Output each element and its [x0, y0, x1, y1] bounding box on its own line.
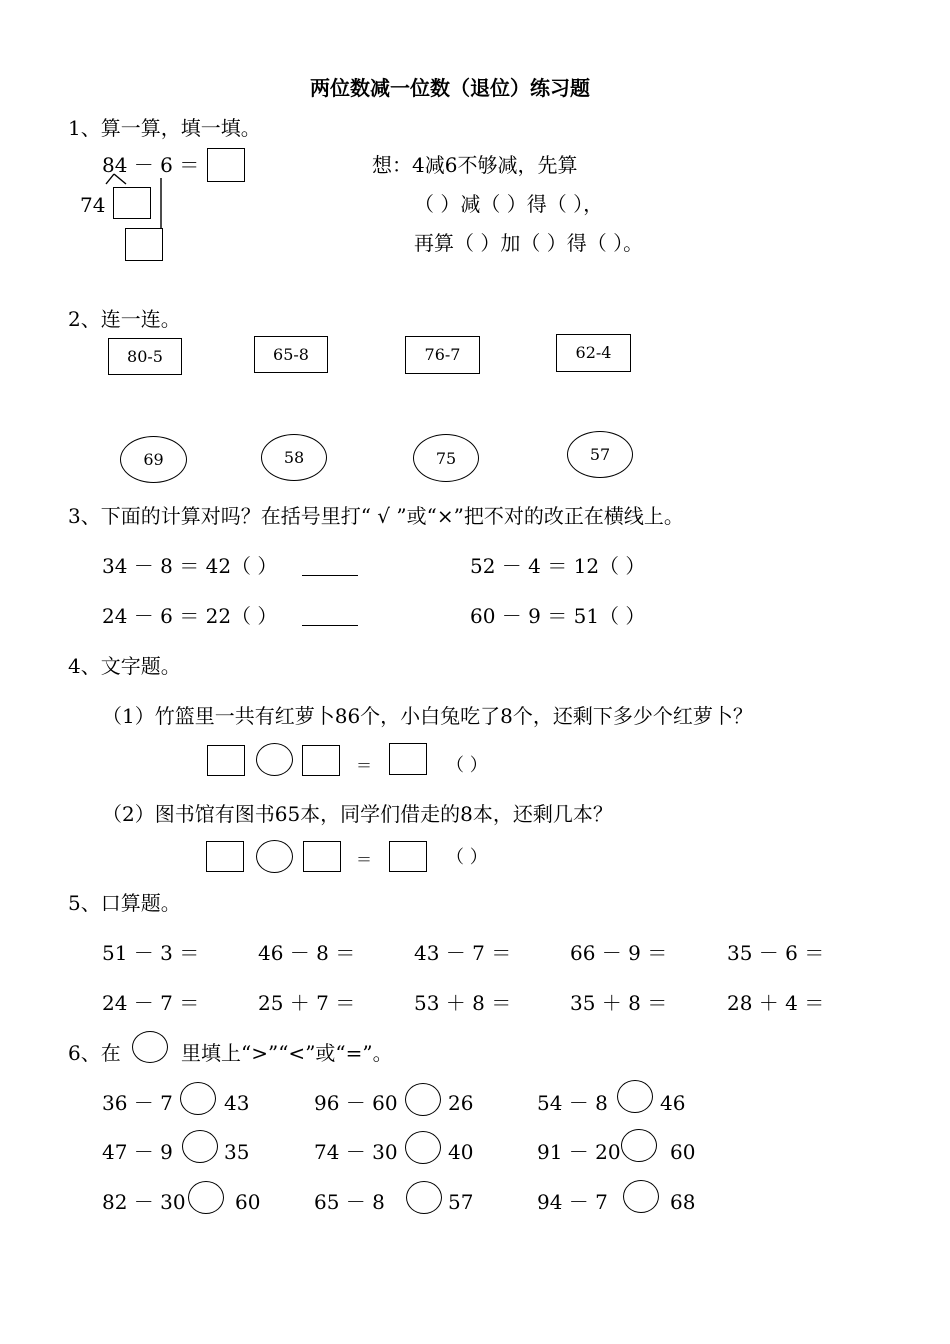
q4-result-box[interactable] — [389, 841, 427, 872]
compare-circle[interactable] — [180, 1082, 216, 1115]
q5-problem: 43 － 7 ＝ — [414, 941, 512, 965]
compare-circle[interactable] — [406, 1181, 442, 1214]
q6-example-circle — [132, 1031, 168, 1063]
q4-operand-box[interactable] — [302, 745, 340, 776]
q5-problem: 25 ＋ 7 ＝ — [258, 991, 356, 1015]
q3-item: 60 － 9 ＝ 51（ ） — [470, 604, 646, 628]
q4-operator-circle[interactable] — [256, 840, 293, 873]
q5-problem: 46 － 8 ＝ — [258, 941, 356, 965]
compare-right: 68 — [670, 1190, 696, 1214]
q1-think-line2: （ ）减（ ）得（ ）， — [414, 192, 604, 216]
q5-problem: 24 － 7 ＝ — [102, 991, 200, 1015]
split-line-right — [114, 174, 126, 184]
q1-left-number: 74 — [80, 193, 106, 217]
compare-left: 36 － 7 — [102, 1091, 173, 1115]
compare-left: 47 － 9 — [102, 1140, 173, 1164]
q3-correction-line[interactable] — [302, 575, 358, 576]
expression-box[interactable]: 62-4 — [556, 334, 631, 372]
compare-right: 26 — [448, 1091, 474, 1115]
q1-final-box[interactable] — [125, 228, 163, 261]
q4-operator-circle[interactable] — [256, 743, 293, 776]
q4-equals: ＝ — [356, 850, 373, 869]
compare-left: 91 － 20 — [537, 1140, 621, 1164]
compare-circle[interactable] — [405, 1131, 441, 1164]
q4-unit-paren: （ ） — [446, 847, 488, 868]
expression-box[interactable]: 80-5 — [108, 338, 182, 375]
expression-box[interactable]: 65-8 — [254, 336, 328, 373]
q3-heading: 3、下面的计算对吗？在括号里打“ √ ”或“×”把不对的改正在横线上。 — [68, 504, 684, 528]
q3-item: 24 － 6 ＝ 22（ ） — [102, 604, 278, 628]
q6-heading-prefix: 6、在 — [68, 1041, 121, 1065]
compare-circle[interactable] — [405, 1083, 441, 1116]
q3-correction-line[interactable] — [302, 625, 358, 626]
q3-item: 52 － 4 ＝ 12（ ） — [470, 554, 646, 578]
q4-equals: ＝ — [356, 756, 373, 775]
answer-oval[interactable]: 57 — [567, 431, 633, 478]
answer-oval[interactable]: 58 — [261, 434, 327, 481]
answer-oval[interactable]: 75 — [413, 434, 479, 482]
q5-problem: 66 － 9 ＝ — [570, 941, 668, 965]
q5-heading: 5、口算题。 — [68, 891, 181, 915]
compare-circle[interactable] — [623, 1180, 659, 1213]
compare-left: 65 － 8 — [314, 1190, 385, 1214]
q1-think-line3: 再算（ ）加（ ）得（ ）。 — [414, 231, 644, 255]
q6-heading-suffix: 里填上“>”“<”或“=”。 — [181, 1041, 393, 1065]
q4-heading: 4、文字题。 — [68, 654, 181, 678]
q5-problem: 35 ＋ 8 ＝ — [570, 991, 668, 1015]
compare-right: 35 — [224, 1140, 250, 1164]
q4-operand-box[interactable] — [206, 841, 244, 872]
q5-problem: 53 ＋ 8 ＝ — [414, 991, 512, 1015]
q1-equation: 84 － 6 ＝ — [102, 153, 200, 177]
q4-problem2: （2）图书馆有图书65本，同学们借走的8本，还剩几本？ — [102, 802, 613, 826]
expression-box[interactable]: 76-7 — [405, 336, 480, 374]
compare-right: 43 — [224, 1091, 250, 1115]
compare-left: 82 － 30 — [102, 1190, 186, 1214]
q4-result-box[interactable] — [389, 743, 427, 775]
q1-think-line1: 想：4减6不够减，先算 — [372, 153, 578, 177]
compare-circle[interactable] — [188, 1181, 224, 1214]
compare-left: 54 － 8 — [537, 1091, 608, 1115]
q4-operand-box[interactable] — [207, 745, 245, 776]
compare-circle[interactable] — [182, 1130, 218, 1163]
compare-left: 96 － 60 — [314, 1091, 398, 1115]
q5-problem: 35 － 6 ＝ — [727, 941, 825, 965]
q5-problem: 28 ＋ 4 ＝ — [727, 991, 825, 1015]
q1-tens-box[interactable] — [113, 187, 151, 219]
q2-heading: 2、连一连。 — [68, 307, 181, 331]
q1-result-box[interactable] — [207, 148, 245, 182]
compare-left: 74 － 30 — [314, 1140, 398, 1164]
compare-right: 40 — [448, 1140, 474, 1164]
compare-right: 46 — [660, 1091, 686, 1115]
answer-oval[interactable]: 69 — [120, 436, 187, 483]
compare-circle[interactable] — [617, 1080, 653, 1113]
q4-problem1: （1）竹篮里一共有红萝卜86个，小白兔吃了8个，还剩下多少个红萝卜？ — [102, 704, 753, 728]
compare-left: 94 － 7 — [537, 1190, 608, 1214]
compare-right: 60 — [235, 1190, 261, 1214]
q3-item: 34 － 8 ＝ 42（ ） — [102, 554, 278, 578]
compare-right: 60 — [670, 1140, 696, 1164]
compare-circle[interactable] — [621, 1129, 657, 1162]
q4-unit-paren: （ ） — [446, 755, 488, 776]
page-title: 两位数减一位数（退位）练习题 — [310, 76, 590, 100]
split-line-left — [106, 174, 114, 184]
q1-heading: 1、算一算，填一填。 — [68, 116, 261, 140]
q5-problem: 51 － 3 ＝ — [102, 941, 200, 965]
q4-operand-box[interactable] — [303, 841, 341, 872]
compare-right: 57 — [448, 1190, 474, 1214]
